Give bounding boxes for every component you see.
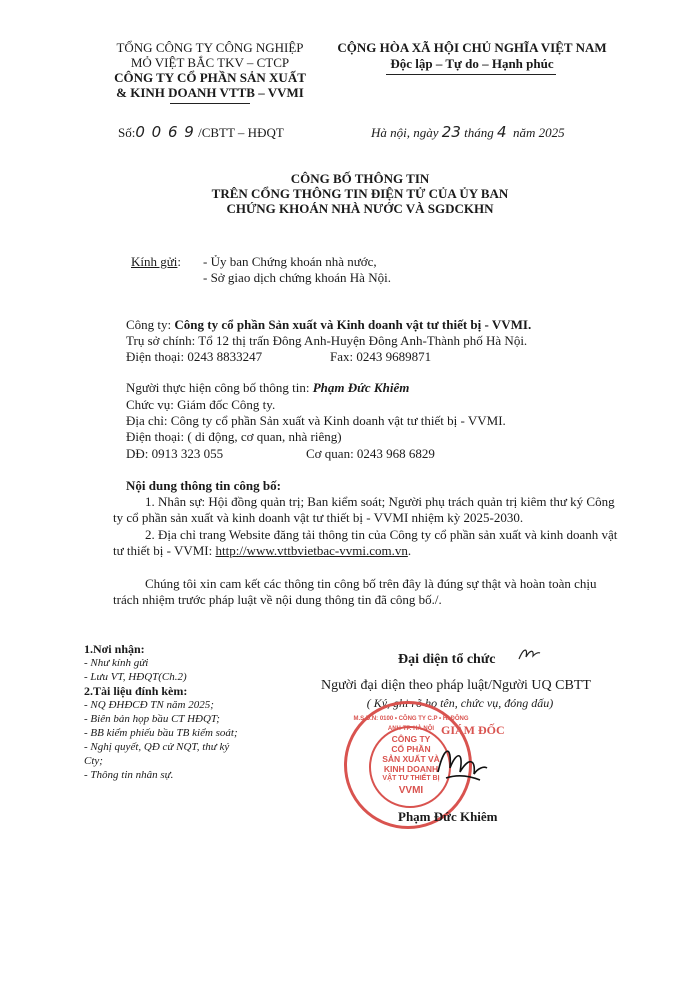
recipient-item: - Lưu VT, HĐQT(Ch.2) <box>84 671 187 683</box>
date-prefix: Hà nội, ngày <box>371 125 439 140</box>
attachments-heading: 2.Tài liệu đính kèm: <box>84 684 188 698</box>
attachment-item: Cty; <box>84 755 103 767</box>
org-rep-label: Đại diện tổ chức <box>398 652 496 667</box>
recipients-heading: 1.Nơi nhận: <box>84 642 145 656</box>
seal-line4: KINH DOANH <box>383 764 439 774</box>
discloser-name-label: Người thực hiện công bố thông tin: <box>126 380 313 395</box>
recipient-2: - Sở giao dịch chứng khoán Hà Nội. <box>203 270 391 285</box>
rep-note: ( Ký, ghi rõ họ tên, chức vụ, đóng dấu) <box>366 696 554 710</box>
recipients-label: Kính gửi: <box>131 254 182 269</box>
date-day: 23 <box>441 123 461 141</box>
doc-no-label: Số: <box>118 125 136 140</box>
nation-name: CỘNG HÒA XÃ HỘI CHỦ NGHĨA VIỆT NAM <box>337 40 607 55</box>
company-address: Trụ sở chính: Tổ 12 thị trấn Đông Anh-Huyện Đông Anh-Thành phố Hà Nội. <box>126 333 528 348</box>
company-line2: & KINH DOANH VTTB – VVMI <box>116 85 304 100</box>
discloser-office-phone: Cơ quan: 0243 968 6829 <box>306 446 435 461</box>
seal-line3: SẢN XUẤT VÀ <box>382 754 440 764</box>
company-phone: Điện thoại: 0243 8833247 <box>126 349 263 364</box>
commitment-line1: Chúng tôi xin cam kết các thông tin công bố trên đây là đúng sự thật và hoàn toàn chịu <box>145 576 597 591</box>
date-month-label: tháng <box>464 125 494 140</box>
recipients-list <box>203 254 391 286</box>
date-year: năm 2025 <box>513 125 565 140</box>
seal-line1: CÔNG TY <box>391 734 431 744</box>
content-item1-line1: 1. Nhân sự: Hội đồng quản trị; Ban kiểm soát; Người phụ trách quản trị kiêm thư ký Công <box>145 494 615 509</box>
recipient-1: - Ủy ban Chứng khoán nhà nước, <box>203 254 377 269</box>
attachment-item: - Biên bản họp bầu CT HĐQT; <box>84 713 220 725</box>
rep-title: Người đại diện theo pháp luật/Người UQ CBTT <box>321 678 591 693</box>
discloser-position: Chức vụ: Giám đốc Công ty. <box>126 397 276 412</box>
seal-line6: VVMI <box>398 785 424 796</box>
discloser-name: Phạm Đức Khiêm <box>312 380 410 395</box>
parent-org-line1: TỔNG CÔNG TY CÔNG NGHIỆP <box>116 40 304 55</box>
doc-no-suffix: /CBTT – HĐQT <box>198 125 284 140</box>
position-title: GIÁM ĐỐC <box>441 723 505 737</box>
document-title <box>150 171 570 216</box>
website-link[interactable]: http://www.vttbvietbac-vvmi.com.vn <box>215 543 408 558</box>
discloser-name-line <box>126 380 409 395</box>
attachment-item: - Nghị quyết, QĐ cử NQT, thư ký <box>84 741 230 753</box>
content-item1-line2: ty cổ phần sản xuất và kinh doanh vật tư thiết bị - VVMI nhiệm kỳ 2025-2030. <box>113 510 524 525</box>
company-name-label: Công ty: <box>126 317 175 332</box>
recipient-item: - Như kính gửi <box>84 657 149 669</box>
nation-motto: Độc lập – Tự do – Hạnh phúc <box>390 56 554 71</box>
content-item2-line1: 2. Địa chỉ trang Website đăng tải thông tin của Công ty cổ phần sản xuất và kinh doanh vật <box>145 527 618 542</box>
attachment-item: - BB kiểm phiếu bầu TB kiểm soát; <box>84 727 238 739</box>
company-name-line <box>126 317 531 332</box>
title-line2: TRÊN CỔNG THÔNG TIN ĐIỆN TỬ CỦA ỦY BAN <box>211 186 509 201</box>
attachment-item: - Thông tin nhân sự. <box>84 769 174 781</box>
company-fax: Fax: 0243 9689871 <box>330 349 432 364</box>
title-line1: CÔNG BỐ THÔNG TIN <box>290 171 430 186</box>
discloser-address: Địa chỉ: Công ty cổ phần Sản xuất và Kinh doanh vật tư thiết bị - VVMI. <box>126 413 506 428</box>
date-month: 4 <box>497 123 507 141</box>
content-item2-suffix: . <box>407 543 412 558</box>
signer-name: Phạm Đức Khiêm <box>398 809 498 824</box>
signature-scribble <box>430 738 490 788</box>
recipients-label-text: Kính gửi <box>131 254 178 269</box>
initial-scribble <box>516 644 542 666</box>
attachment-item: - NQ ĐHĐCĐ TN năm 2025; <box>84 699 214 711</box>
title-line3: CHỨNG KHOÁN NHÀ NƯỚC VÀ SGDCKHN <box>226 201 494 216</box>
issuer-block <box>95 40 325 100</box>
company-name: Công ty cổ phần Sản xuất và Kinh doanh vật tư thiết bị - VVMI. <box>174 317 532 332</box>
national-motto-block <box>322 40 622 72</box>
seal-line2: CỔ PHẦN <box>391 744 431 754</box>
footer-left-block <box>84 642 294 782</box>
seal-line5: VẬT TƯ THIẾT BỊ <box>382 775 440 782</box>
discloser-mobile: DĐ: 0913 323 055 <box>126 446 224 461</box>
content-item2-line2 <box>113 543 411 558</box>
parent-org-line2: MỎ VIỆT BẮC TKV – CTCP <box>130 55 290 70</box>
document-date <box>371 123 565 141</box>
document-number <box>118 123 284 141</box>
content-item2-prefix: tư thiết bị - VVMI: <box>113 543 216 558</box>
discloser-phone-label: Điện thoại: ( di động, cơ quan, nhà riêng) <box>126 429 342 444</box>
doc-no-value: 0 0 6 9 <box>135 123 195 141</box>
content-heading: Nội dung thông tin công bố: <box>126 478 281 493</box>
commitment-line2: trách nhiệm trước pháp luật về nội dung thông tin đã công bố./. <box>113 592 442 607</box>
motto-divider <box>386 74 556 75</box>
issuer-divider <box>170 103 250 104</box>
seal-ring-text: M.S.D.N: 0100 • CÔNG TY C.P • H. ĐÔNG ANH-TP. HÀ NỘI <box>353 716 469 732</box>
company-line1: CÔNG TY CỔ PHẦN SẢN XUẤT <box>114 70 306 85</box>
